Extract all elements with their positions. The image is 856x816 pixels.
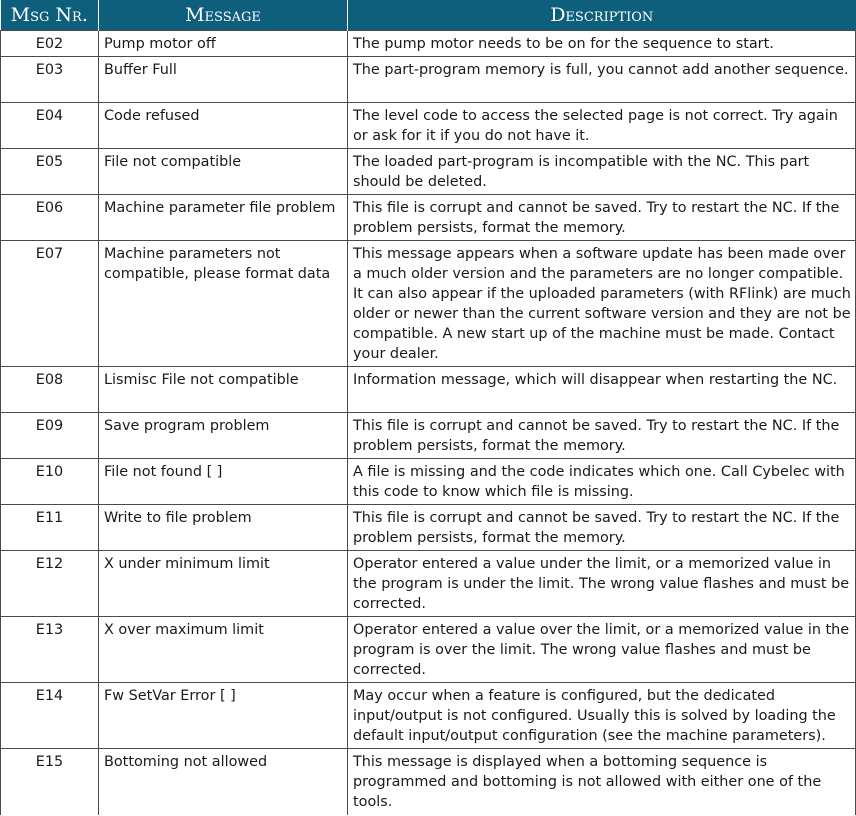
description-cell: This message appears when a software update has been made over a much older version and the parameters are no longer compatible. It can also appear if the uploaded parameters (with RFlink) are much older or newer than the current software version and they are not be compatible. A new start up of the machine must be made. Contact your dealer. [348,241,856,367]
msg-nr-cell: E05 [1,149,99,195]
description-cell: Operator entered a value under the limit, or a memorized value in the program is under the limit. The wrong value flashes and must be corrected. [348,551,856,617]
description-cell: This file is corrupt and cannot be saved. Try to restart the NC. If the problem persists, format the memory. [348,413,856,459]
description-cell: The level code to access the selected page is not correct. Try again or ask for it if you do not have it. [348,103,856,149]
msg-nr-cell: E06 [1,195,99,241]
table-row [1,551,856,617]
table-row [1,505,856,551]
table-row [1,31,856,57]
table-row [1,617,856,683]
msg-nr-cell: E13 [1,617,99,683]
table-row [1,195,856,241]
description-cell: A file is missing and the code indicates which one. Call Cybelec with this code to know which file is missing. [348,459,856,505]
msg-nr-cell: E03 [1,57,99,103]
msg-nr-cell: E07 [1,241,99,367]
header-msg-nr: Msg Nr. [1,0,99,31]
msg-nr-cell: E14 [1,683,99,749]
message-cell: Save program problem [99,413,348,459]
message-cell: Bottoming not allowed [99,749,348,815]
description-cell: The pump motor needs to be on for the sequence to start. [348,31,856,57]
header-row [1,0,856,31]
msg-nr-cell: E04 [1,103,99,149]
message-cell: Code refused [99,103,348,149]
table-row [1,749,856,815]
msg-nr-cell: E15 [1,749,99,815]
message-cell: X under minimum limit [99,551,348,617]
msg-nr-cell: E09 [1,413,99,459]
description-cell: The loaded part-program is incompatible with the NC. This part should be deleted. [348,149,856,195]
message-cell: Machine parameter file problem [99,195,348,241]
description-cell: The part-program memory is full, you cannot add another sequence. [348,57,856,103]
msg-nr-cell: E12 [1,551,99,617]
description-cell: This message is displayed when a bottoming sequence is programmed and bottoming is not allowed with either one of the tools. [348,749,856,815]
message-cell: Write to file problem [99,505,348,551]
table-row [1,149,856,195]
message-cell: File not found [ ] [99,459,348,505]
message-cell: X over maximum limit [99,617,348,683]
table-row [1,413,856,459]
table-body [1,31,856,815]
message-cell: Fw SetVar Error [ ] [99,683,348,749]
table-row [1,241,856,367]
table-row [1,57,856,103]
table-row [1,683,856,749]
table-row [1,459,856,505]
header-message: Message [99,0,348,31]
message-cell: Machine parameters not compatible, please format data [99,241,348,367]
message-cell: Lismisc File not compatible [99,367,348,413]
table-row [1,103,856,149]
description-cell: This file is corrupt and cannot be saved. Try to restart the NC. If the problem persists, format the memory. [348,505,856,551]
description-cell: This file is corrupt and cannot be saved. Try to restart the NC. If the problem persists, format the memory. [348,195,856,241]
msg-nr-cell: E10 [1,459,99,505]
msg-nr-cell: E02 [1,31,99,57]
msg-nr-cell: E11 [1,505,99,551]
description-cell: Operator entered a value over the limit, or a memorized value in the program is over the limit. The wrong value flashes and must be corrected. [348,617,856,683]
header-description: Description [348,0,856,31]
message-cell: Buffer Full [99,57,348,103]
table-header [1,0,856,31]
msg-nr-cell: E08 [1,367,99,413]
table-row [1,367,856,413]
message-cell: Pump motor off [99,31,348,57]
description-cell: May occur when a feature is configured, but the dedicated input/output is not configured. Usually this is solved by loading the default input/output configuration (see the machine parameters). [348,683,856,749]
message-cell: File not compatible [99,149,348,195]
description-cell: Information message, which will disappear when restarting the NC. [348,367,856,413]
